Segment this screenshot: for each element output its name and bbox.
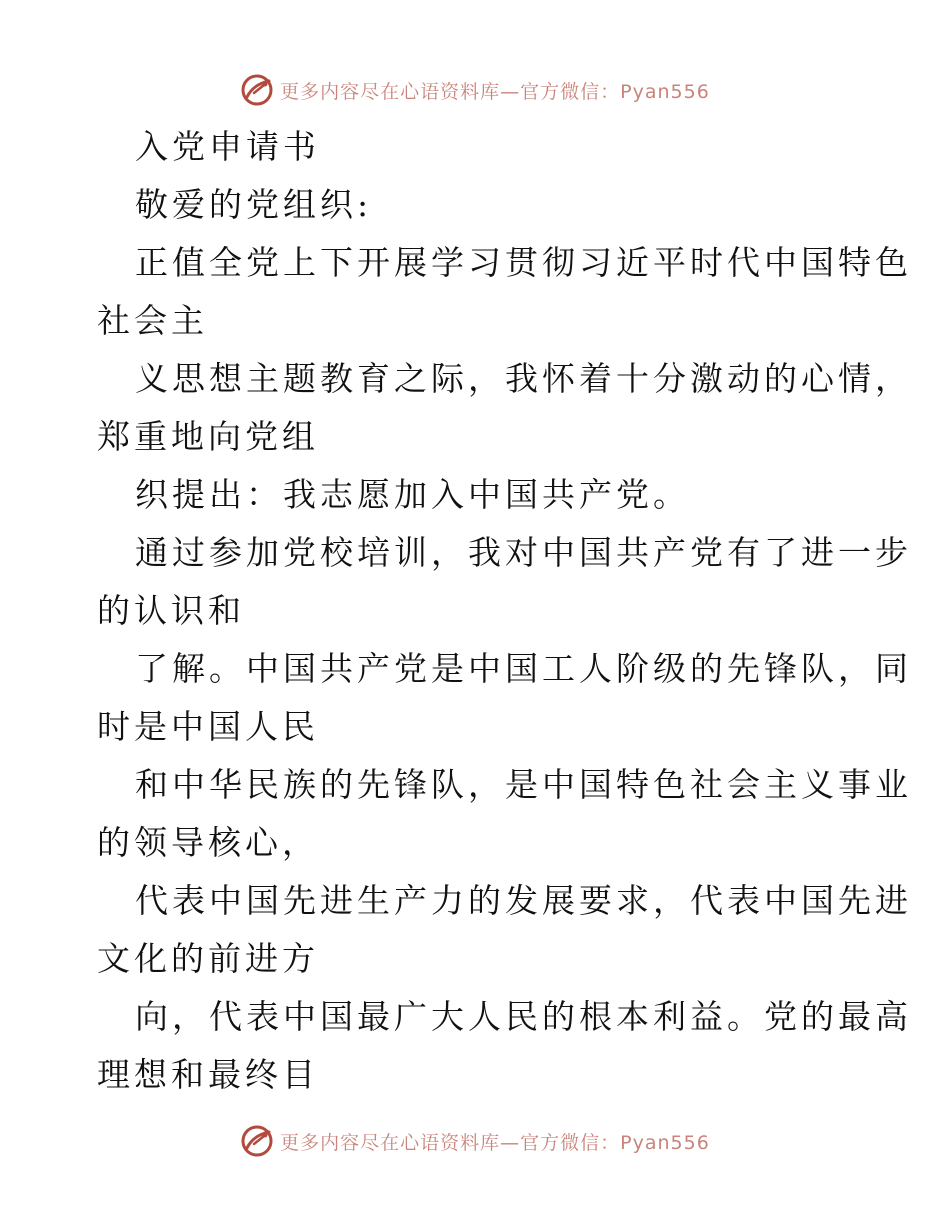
document-line: 了解。中国共产党是中国工人阶级的先锋队，同 [135,649,912,688]
header-banner-text: 更多内容尽在心语资料库—官方微信：Pyan556 [280,80,710,103]
document-line: 入党申请书 [135,127,320,166]
document-line: 文化的前进方 [97,939,319,978]
footer-banner [0,1121,950,1161]
document-line: 向，代表中国最广大人民的根本利益。党的最高 [135,997,912,1036]
document-line: 正值全党上下开展学习贯彻习近平时代中国特色 [135,243,912,282]
document-line: 社会主 [97,301,208,340]
document-body [97,118,912,1104]
brand-logo-icon [240,1124,274,1158]
header-banner [0,70,950,110]
document-line: 的领导核心， [97,823,319,862]
document-line: 理想和最终目 [97,1055,319,1094]
document-line: 通过参加党校培训，我对中国共产党有了进一步 [135,533,912,572]
document-line: 义思想主题教育之际，我怀着十分激动的心情， [135,359,912,398]
document-line: 敬爱的党组织: [135,185,373,224]
document-line: 郑重地向党组 [97,417,319,456]
document-line: 的认识和 [97,591,245,630]
document-line: 时是中国人民 [97,707,319,746]
brand-logo-icon [240,73,274,107]
document-line: 和中华民族的先锋队，是中国特色社会主义事业 [135,765,912,804]
footer-banner-text: 更多内容尽在心语资料库—官方微信：Pyan556 [280,1131,710,1154]
document-line: 织提出：我志愿加入中国共产党。 [135,475,690,514]
document-line: 代表中国先进生产力的发展要求，代表中国先进 [135,881,912,920]
